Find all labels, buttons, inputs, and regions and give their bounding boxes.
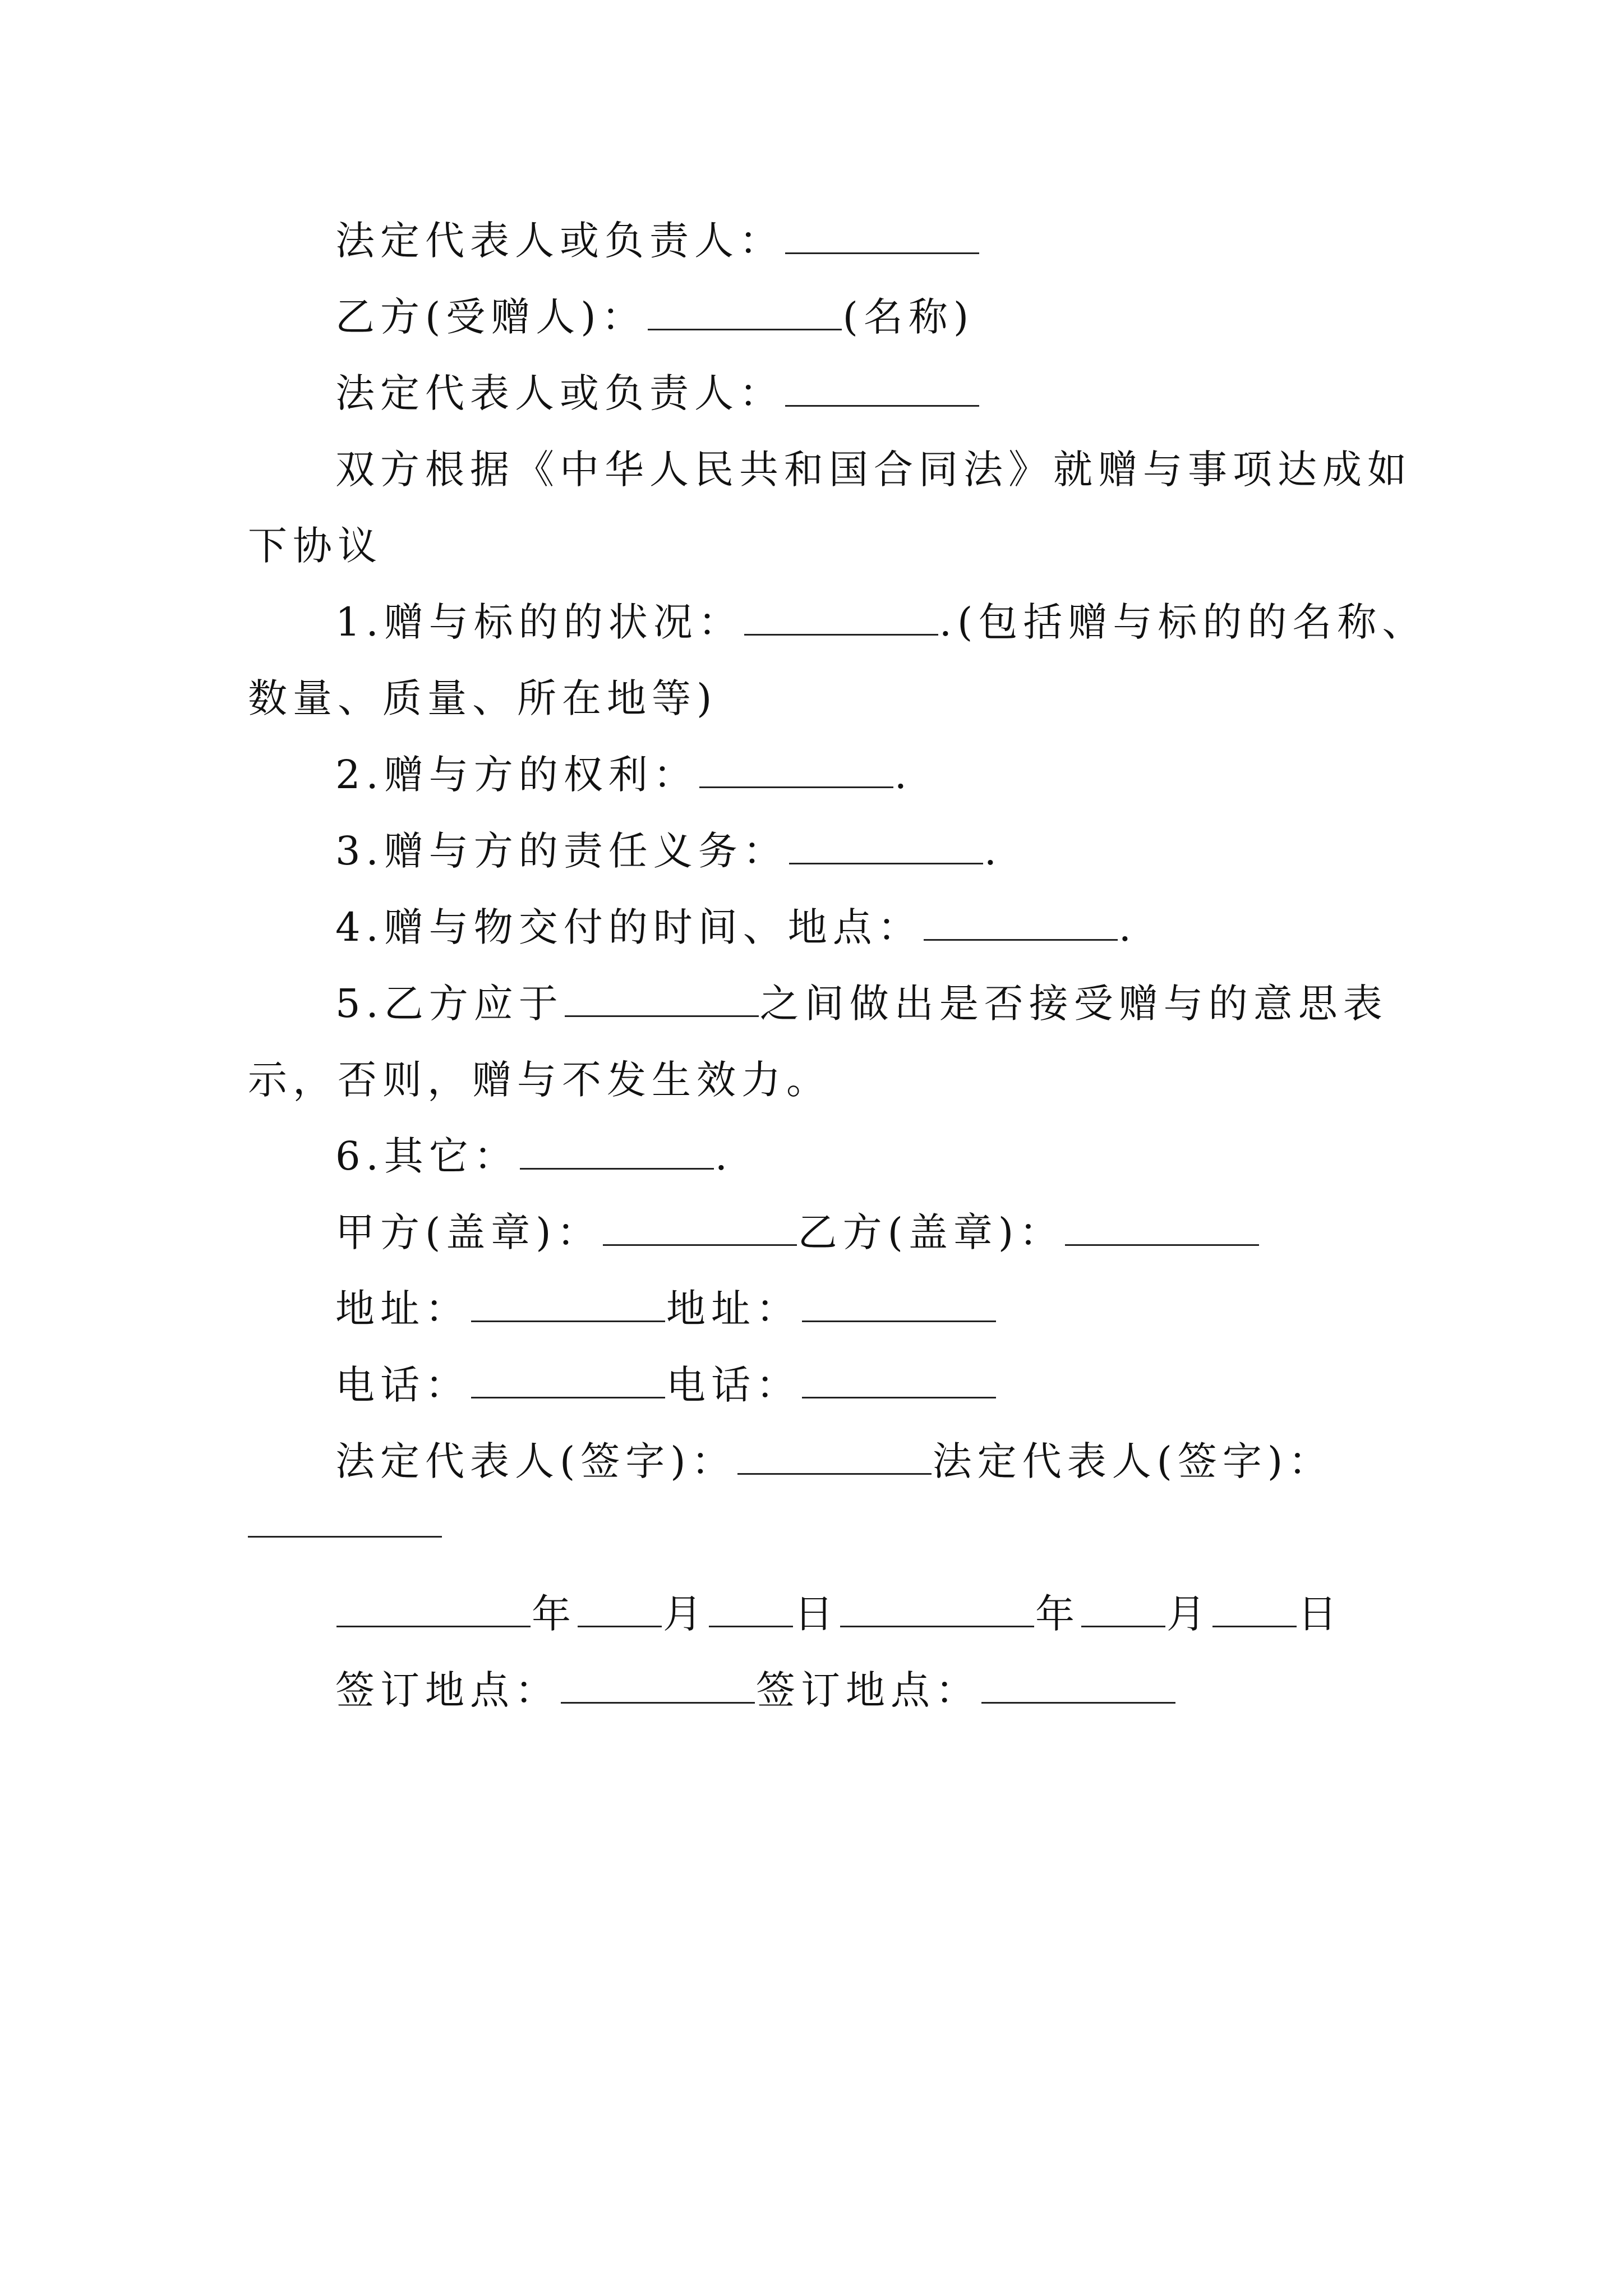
seal-line [335, 1207, 1260, 1258]
address-line [335, 1283, 997, 1334]
clause-2-suffix: . [894, 752, 913, 798]
clause-2-line [335, 749, 912, 800]
party-b-phone-blank [802, 1361, 996, 1398]
party-b-month-label: 月 [1166, 1591, 1211, 1637]
party-a-address-label: 地址： [335, 1286, 470, 1332]
date-line [335, 1589, 1343, 1639]
party-a-seal-blank [603, 1208, 797, 1246]
party-a-year-blank [336, 1590, 531, 1627]
party-a-phone-label: 电话： [335, 1362, 470, 1408]
party-a-place-blank [561, 1666, 755, 1704]
clause-5-label: 5.乙方应于 [335, 981, 564, 1027]
party-a-year-label: 年 [532, 1591, 577, 1637]
signature-line [335, 1436, 1333, 1487]
clause-4-blank [924, 903, 1118, 941]
clause-5-blank [565, 979, 759, 1017]
party-b-seal-blank [1065, 1208, 1259, 1246]
party-a-month-label: 月 [663, 1591, 708, 1637]
clause-6-line [335, 1131, 733, 1181]
party-b-place-blank [981, 1666, 1175, 1704]
clause-3-blank [789, 827, 983, 864]
party-b-name-blank [648, 293, 842, 330]
clause-3-suffix: . [984, 828, 1003, 874]
party-a-representative-blank [785, 217, 979, 254]
party-b-place-label: 签订地点： [756, 1667, 980, 1713]
party-b-address-label: 地址： [666, 1286, 801, 1332]
party-a-place-label: 签订地点： [335, 1667, 560, 1713]
party-b-signature-label: 法定代表人(签字)： [932, 1438, 1334, 1484]
clause-6-blank [520, 1132, 714, 1170]
party-a-signature-label: 法定代表人(签字)： [335, 1438, 736, 1484]
party-b-representative-blank [785, 369, 979, 407]
party-a-day-label: 日 [794, 1591, 839, 1637]
party-a-day-blank [709, 1590, 793, 1627]
place-line [335, 1665, 1177, 1715]
party-b-year-blank [840, 1590, 1034, 1627]
clause-2-blank [699, 751, 893, 788]
party-b-address-blank [802, 1285, 996, 1322]
party-a-phone-blank [471, 1361, 665, 1398]
intro-text-1: 双方根据《中华人民共和国合同法》就赠与事项达成如 [335, 447, 1412, 493]
clause-4-line [335, 902, 1137, 953]
phone-line [335, 1360, 997, 1410]
party-b-month-blank [1081, 1590, 1165, 1627]
clause-1-line [335, 597, 1427, 647]
clause-5-suffix: 之间做出是否接受赠与的意思表 [759, 981, 1388, 1027]
clause-3-line [335, 826, 1002, 876]
clause-3-label: 3.赠与方的责任义务： [335, 828, 788, 874]
clause-5-continuation [248, 1055, 831, 1105]
clause-1-blank [744, 598, 938, 636]
clause-1-continuation [248, 673, 717, 724]
party-a-address-blank [471, 1285, 665, 1322]
clause-1-label: 1.赠与标的的状况： [335, 599, 743, 645]
party-b-day-blank [1212, 1590, 1297, 1627]
intro-line-2 [248, 521, 382, 571]
clause-5-line [335, 978, 1388, 1029]
clause-4-suffix: . [1118, 904, 1137, 950]
clause-2-label: 2.赠与方的权利： [335, 752, 698, 798]
party-b-label: 乙方(受赠人)： [335, 294, 647, 340]
clause-1-suffix: .(包括赠与标的的名称、 [939, 599, 1427, 645]
party-b-suffix: (名称) [842, 294, 975, 340]
clause-6-label: 6.其它： [335, 1133, 519, 1179]
party-a-representative-line [335, 215, 980, 266]
party-b-signature-blank [248, 1536, 442, 1538]
party-a-seal-label: 甲方(盖章)： [335, 1209, 602, 1255]
party-b-representative-line [335, 368, 980, 418]
intro-line-1 [335, 444, 1412, 495]
party-a-month-blank [578, 1590, 662, 1627]
party-b-seal-label: 乙方(盖章)： [797, 1209, 1064, 1255]
party-b-line [335, 292, 974, 342]
intro-text-2: 下协议 [248, 523, 382, 569]
clause-6-suffix: . [714, 1133, 734, 1179]
party-b-phone-label: 电话： [666, 1362, 801, 1408]
party-a-signature-blank [737, 1437, 932, 1475]
clause-5-line2: 示，否则，赠与不发生效力。 [248, 1057, 831, 1103]
clause-4-label: 4.赠与物交付的时间、地点： [335, 904, 923, 950]
party-b-year-label: 年 [1035, 1591, 1080, 1637]
party-a-representative-label: 法定代表人或负责人： [335, 218, 784, 264]
party-b-day-label: 日 [1298, 1591, 1343, 1637]
clause-1-line2: 数量、质量、所在地等) [248, 675, 718, 721]
party-b-representative-label: 法定代表人或负责人： [335, 370, 784, 416]
